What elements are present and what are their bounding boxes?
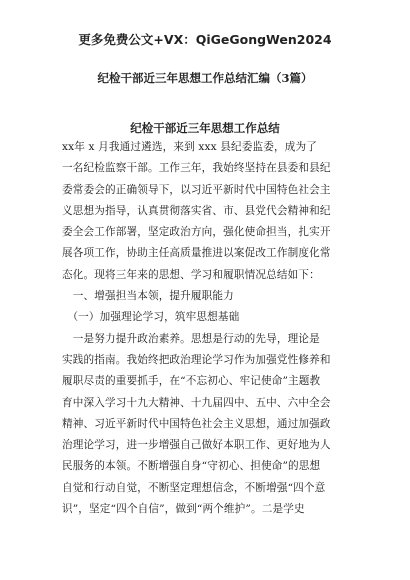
promo-banner: 更多免费公文+VX：QiGeGongWen2024 bbox=[78, 32, 332, 47]
body-text bbox=[62, 137, 352, 520]
body-line: 委全会工作部署，坚定政治方向，强化使命担当，扎实开 bbox=[62, 226, 331, 239]
body-line: 委常委会的正确领导下，以习近平新时代中国特色社会主 bbox=[62, 183, 331, 196]
heading-level-2: （一）加强理论学习，筑牢思想基础 bbox=[62, 311, 240, 324]
body-line: 自觉和行动自觉，不断坚定理想信念，不断增强“四个意 bbox=[62, 481, 326, 494]
body-line: 展各项工作，协助主任高质量推进以案促改工作制度化常 bbox=[62, 247, 331, 260]
body-line: 态化。现将三年来的思想、学习和履职情况总结如下： bbox=[62, 268, 320, 281]
section-title: 纪检干部近三年思想工作总结 bbox=[130, 121, 280, 135]
body-line: 育中深入学习十九大精神、十九届四中、五中、六中全会 bbox=[62, 396, 331, 409]
body-line: 一是努力提升政治素养。思想是行动的先导，理论是 bbox=[62, 332, 320, 345]
body-line: 精神、习近平新时代中国特色社会主义思想，通过加强政 bbox=[62, 417, 331, 430]
body-line: 实践的指南。我始终把政治理论学习作为加强党性修养和 bbox=[62, 353, 331, 366]
body-line: 一名纪检监察干部。工作三年，我始终坚持在县委和县纪 bbox=[62, 162, 331, 175]
heading-level-1: 一、增强担当本领，提升履职能力 bbox=[62, 290, 234, 303]
body-line: xx年 x 月我通过遴选，来到 xxx 县纪委监委，成为了 bbox=[62, 141, 317, 153]
body-line: 履职尽责的重要抓手，在“不忘初心、牢记使命”主题教 bbox=[62, 375, 321, 388]
body-line: 治理论学习，进一步增强自己做好本职工作、更好地为人 bbox=[62, 439, 331, 452]
body-line: 识”，坚定“四个自信”，做到“两个维护”。二是学史 bbox=[62, 503, 305, 516]
body-line: 民服务的本领。不断增强自身“守初心、担使命”的思想 bbox=[62, 460, 321, 473]
body-line: 义思想为指导，认真贯彻落实省、市、县党代会精神和纪 bbox=[62, 204, 331, 217]
document-title: 纪检干部近三年思想工作总结汇编（3篇） bbox=[97, 71, 313, 85]
